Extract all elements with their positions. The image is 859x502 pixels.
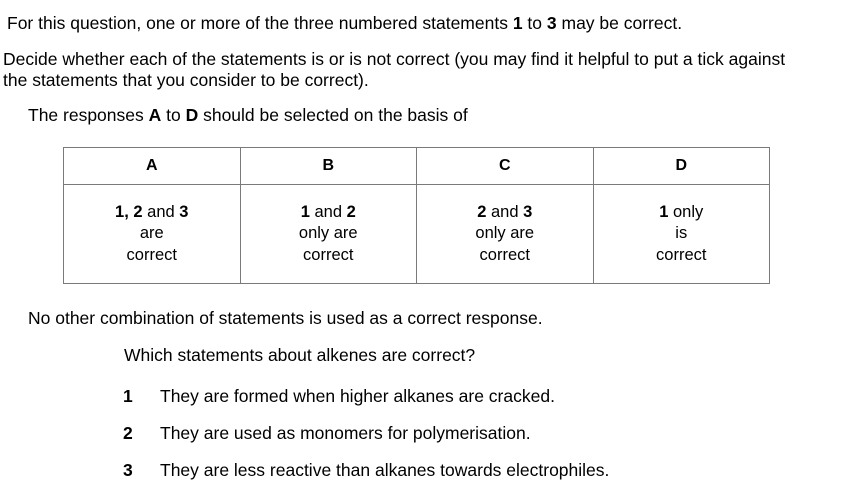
response-key-cell-d [593,185,770,284]
statement-3 [123,460,609,481]
cell-a-line-3: correct [126,245,177,264]
cell-c-bold-first: 2 [477,202,487,221]
intro-statement-last: 3 [546,13,557,33]
cell-b-and: and [309,202,347,221]
cell-d-line-2: is [675,224,688,243]
cell-c-and: and [486,202,524,221]
cell-d-only: only [668,202,704,221]
cell-a-line-2: are [139,224,164,243]
cell-b-bold-last: 2 [346,202,356,221]
statement-1-text: They are formed when higher alkanes are cracked. [160,386,555,406]
responses-first-letter: A [148,105,162,125]
cell-a-bold-numbers: 1, 2 [115,202,143,221]
cell-c-line-1 [417,202,593,224]
cell-a-line-1 [64,202,240,224]
response-key-table [63,147,770,284]
intro-text: For this question, one or more of the three numbered statements [7,13,513,33]
response-key-header-d: D [593,148,770,185]
intro-text-to: to [522,13,547,33]
responses-instruction [28,105,468,126]
statement-2-text: They are used as monomers for polymerisation. [160,423,531,443]
intro-text-end: may be correct. [556,13,683,33]
cell-b-line-2: only are [298,224,358,243]
decide-instruction-line-1: Decide whether each of the statements is or is not correct (you may find it helpful to put a tick against [3,49,786,69]
statement-2 [123,423,531,444]
statement-3-text: They are less reactive than alkanes towards electrophiles. [160,460,610,480]
statement-1 [123,386,555,407]
cell-b-bold-first: 1 [300,202,310,221]
response-key-cell-c [417,185,594,284]
no-other-combination-note: No other combination of statements is used as a correct response. [28,308,543,328]
responses-text-to: to [161,105,186,125]
cell-b-line-3: correct [303,245,354,264]
intro-statement-first: 1 [512,13,523,33]
statement-2-number: 2 [123,423,133,443]
statement-3-number: 3 [123,460,133,480]
responses-text: The responses [28,105,149,125]
response-key-cell-a [64,185,241,284]
cell-d-line-3: correct [656,245,707,264]
cell-c-line-3: correct [479,245,530,264]
responses-text-end: should be selected on the basis of [198,105,468,125]
intro-instruction [7,13,682,34]
cell-c-bold-last: 3 [523,202,533,221]
question-text: Which statements about alkenes are correct? [124,345,476,365]
cell-c-line-2: only are [475,224,535,243]
cell-d-line-1 [594,202,770,224]
response-key-header-row [64,148,770,185]
statement-1-number: 1 [123,386,133,406]
cell-b-line-1 [241,202,417,224]
response-key-header-c: C [417,148,594,185]
response-key-header-a: A [64,148,241,185]
cell-d-bold-first: 1 [659,202,669,221]
cell-a-bold-last: 3 [179,202,189,221]
response-key-body-row [64,185,770,284]
responses-last-letter: D [185,105,199,125]
decide-instruction-line-2: the statements that you consider to be correct). [3,70,369,90]
response-key-header-b: B [240,148,417,185]
cell-a-and: and [142,202,180,221]
response-key-cell-b [240,185,417,284]
